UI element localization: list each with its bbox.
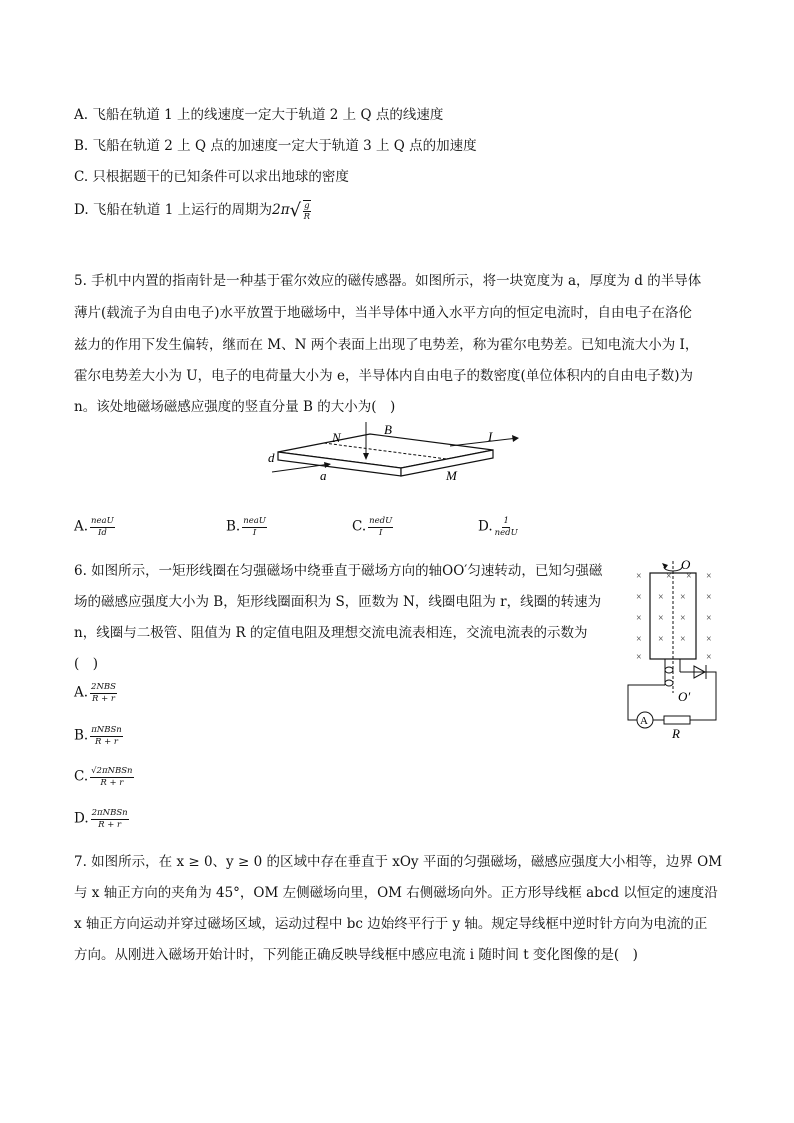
q6-line-3: n，线圈与二极管、阻值为 R 的定值电阻及理想交流电流表相连，交流电流表的示数为 (74, 625, 588, 641)
q4-option-d-coef: 2π (272, 202, 290, 218)
svg-text:×: × (706, 652, 712, 663)
svg-text:×: × (680, 613, 686, 624)
q6-line-1: 6. 如图所示，一矩形线圈在匀强磁场中绕垂直于磁场方向的轴OO′匀速转动，已知匀强磁 (74, 563, 603, 579)
svg-text:×: × (636, 634, 642, 645)
label-b: B (384, 422, 392, 437)
q4-option-d-fraction: $\frac{g}{R}$ (303, 200, 310, 222)
svg-text:×: × (706, 613, 712, 624)
svg-text:×: × (636, 652, 642, 663)
q5-option-a: A. $\frac{\text{neaU}}{Id}$ (74, 516, 114, 538)
label-a: a (320, 468, 327, 483)
svg-text:×: × (658, 634, 664, 645)
q5-line-5: n。该处地磁场磁感应强度的竖直分量 B 的大小为( ) (74, 399, 396, 415)
q5-line-4: 霍尔电势差大小为 U，电子的电荷量大小为 e，半导体内自由电子的数密度(单位体积内的自由电子数)为 (74, 368, 693, 384)
q6-option-a: A. $\frac{\text{2NBS}}{R + r}$ (74, 682, 116, 704)
q4-option-d-prefix: D. 飞船在轨道 1 上运行的周期为 (74, 202, 273, 218)
svg-text:×: × (706, 634, 712, 645)
q4-option-b: B. 飞船在轨道 2 上 Q 点的加速度一定大于轨道 3 上 Q 点的加速度 (74, 138, 477, 154)
svg-text:×: × (658, 613, 664, 624)
q5-line-3: 兹力的作用下发生偏转，继而在 M、N 两个表面上出现了电势差，称为霍尔电势差。已知电流大小为 I， (74, 337, 699, 353)
q6-line-2: 场的磁感应强度大小为 B，矩形线圈面积为 S，匝数为 N，线圈电阻为 r，线圈的转速为 (74, 594, 602, 610)
svg-text:×: × (636, 571, 642, 582)
svg-text:×: × (680, 634, 686, 645)
svg-text:×: × (636, 613, 642, 624)
q5-option-d: D. $\frac{1}{\text{nedU}}$ (478, 516, 518, 538)
svg-text:×: × (706, 592, 712, 603)
sqrt-sign: √ (289, 200, 302, 221)
slip-ring-top (665, 667, 673, 673)
q7-line-1: 7. 如图所示，在 x ≥ 0、y ≥ 0 的区域中存在垂直于 xOy 平面的匀强磁场，磁感应强度大小相等，边界 OM (74, 854, 723, 870)
svg-text:×: × (706, 571, 712, 582)
label-o: O (681, 557, 691, 572)
q6-option-b: B. $\frac{\text{πNBSn}}{R + r}$ (74, 725, 122, 747)
q5-line-1: 5. 手机中内置的指南针是一种基于霍尔效应的磁传感器。如图所示，将一块宽度为 a，厚度为 d 的半导体 (74, 273, 702, 289)
label-m: M (446, 468, 457, 483)
q6-option-d: D. $\frac{\text{2πNBSn}}{R + r}$ (74, 808, 128, 830)
resistor-icon (664, 716, 690, 724)
hall-effect-figure (260, 420, 540, 488)
q4-option-c: C. 只根据题干的已知条件可以求出地球的密度 (74, 169, 349, 185)
q7-line-4: 方向。从刚进入磁场开始计时，下列能正确反映导线框中感应电流 i 随时间 t 变化图像的是( ) (74, 947, 638, 963)
magnetic-field-crosses (636, 571, 712, 663)
q5-line-2: 薄片(载流子为自由电子)水平放置于地磁场中，当半导体中通入水平方向的恒定电流时，自由电子在洛伦 (74, 305, 693, 321)
q4-option-a: A. 飞船在轨道 1 上的线速度一定大于轨道 2 上 Q 点的线速度 (74, 107, 444, 123)
rotation-arrowhead (662, 563, 668, 569)
label-n: N (332, 430, 341, 445)
current-arrowhead (512, 435, 519, 442)
svg-text:×: × (666, 571, 672, 582)
label-o-prime: O′ (678, 689, 691, 704)
label-i: I (488, 429, 493, 444)
q4-option-d (74, 198, 313, 222)
svg-text:×: × (686, 571, 692, 582)
svg-text:×: × (658, 592, 664, 603)
q7-line-2: 与 x 轴正方向的夹角为 45°，OM 左侧磁场向里，OM 右侧磁场向外。正方形导线框 abcd 以恒定的速度沿 (74, 885, 718, 901)
svg-text:×: × (680, 592, 686, 603)
q7-line-3: x 轴正方向运动并穿过磁场区域，运动过程中 bc 边始终平行于 y 轴。规定导线框中逆时针方向为电流的正 (74, 916, 708, 932)
q5-option-c: C. $\frac{\text{nedU}}{I}$ (352, 516, 393, 538)
current-arrow (450, 438, 518, 446)
label-d: d (268, 450, 275, 465)
coil-circuit-figure (618, 555, 728, 745)
q6-option-c: C. $\frac{\text{√2πNBSn}}{R + r}$ (74, 766, 133, 788)
svg-text:×: × (636, 592, 642, 603)
ammeter-label: A (640, 715, 648, 727)
label-r: R (672, 726, 680, 741)
q6-line-4: ( ) (74, 656, 99, 672)
slip-ring-bottom (665, 680, 673, 686)
q5-option-b: B. $\frac{\text{neaU}}{I}$ (226, 516, 266, 538)
